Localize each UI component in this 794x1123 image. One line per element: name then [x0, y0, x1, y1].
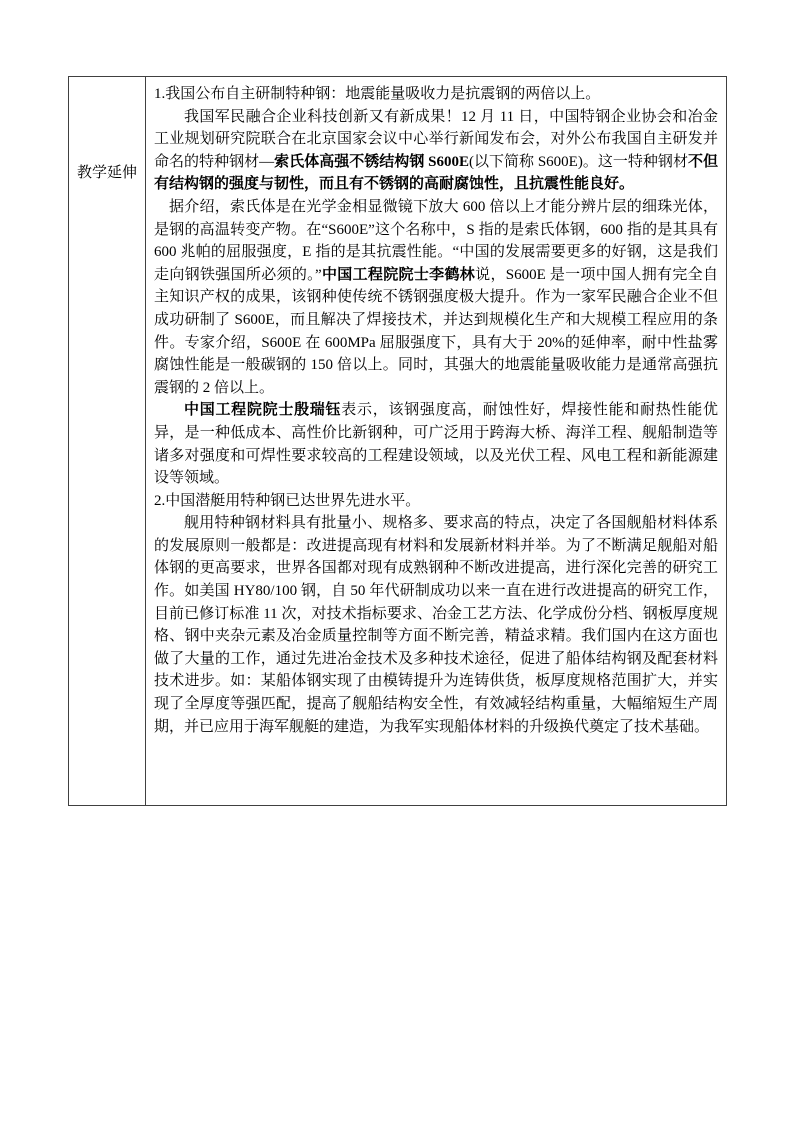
paragraph	[154, 399, 718, 489]
bold-text-run: 中国工程院院士殷瑞钰	[184, 402, 342, 419]
text-run: 据介绍，索氏体是在光学金相显微镜下放大 600 倍以上才能分辨片层的细珠光体，是钢的高温转变产物。在“S600E”这个名称中，S 指的是索氏体钢，600 指的是其具有 600 兆帕的屈服强度，E 指的是其抗震性能。“中国的发展需要更多的好钢，这是我们走向钢铁强国所必须的。”	[154, 198, 718, 283]
paragraph	[154, 490, 718, 513]
text-run: 说，S600E 是一项中国人拥有完全自主知识产权的成果，该钢种使传统不锈钢强度极大提升。作为一家军民融合企业不但成功研制了 S600E，而且解决了焊接技术，并达到规模化生产和大规模工程应用的条件。专家介绍，S600E 在 600MPa 屈服强度下，具有大于 20%的延伸率，耐中性盐雾腐蚀性能是一般碳钢的 150 倍以上。同时，其强大的地震能量吸收能力是通常高强抗震钢的 2 倍以上。	[154, 266, 718, 396]
paragraph	[154, 106, 718, 196]
row-label-cell	[69, 77, 146, 805]
bold-text-run: 索氏体高强不锈结构钢 S600E	[274, 153, 469, 170]
bold-text-run: 中国工程院院士李鹤林	[321, 266, 476, 283]
paragraph	[154, 83, 718, 106]
paragraph-container	[154, 83, 718, 738]
text-run: 表示，该钢强度高，耐蚀性好，焊接性能和耐热性能优异，是一种低成本、高性价比新钢种，可广泛用于跨海大桥、海洋工程、舰船制造等诸多对强度和可焊性要求较高的工程建设领域，以及光伏工程、风电工程和新能源建设等领域。	[154, 402, 718, 487]
text-run: 2.中国潜艇用特种钢已达世界先进水平。	[154, 492, 421, 509]
row-label: 教学延伸	[76, 165, 137, 181]
paragraph	[154, 196, 718, 399]
text-run: (以下简称 S600E)。这一特种钢材	[468, 153, 688, 170]
content-table	[68, 76, 727, 806]
text-run: 1.我国公布自主研制特种钢：地震能量吸收力是抗震钢的两倍以上。	[154, 86, 601, 102]
text-run: 舰用特种钢材料具有批量小、规格多、要求高的特点，决定了各国舰船材料体系的发展原则一般都是：改进提高现有材料和发展新材料并举。为了不断满足舰船对船体钢的更高要求，世界各国都对现有成熟钢种不断改进提高，进行深化完善的研究工作。如美国 HY80/100 钢，自 50 年代研制成功以来一直在进行改进提高的研究工作，目前已修订标准 11 次，对技术指标要求、冶金工艺方法、化学成份分档、钢板厚度规格、钢中夹杂元素及冶金质量控制等方面不断完善，精益求精。我们国内在这方面也做了大量的工作，通过先进冶金技术及多种技术途径，促进了船体结构钢及配套材料技术进步。如：某船体钢实现了由模铸提升为连铸供货，板厚度规格范围扩大，并实现了全厚度等强匹配，提高了舰船结构安全性，有效减轻结构重量，大幅缩短生产周期，并已应用于海军舰艇的建造，为我军实现船体材料的升级换代奠定了技术基础。	[154, 515, 718, 735]
content-cell	[146, 77, 726, 805]
text-run: 我国军民融合企业科技创新又有新成果！12 月 11 日，中国特钢企业协会和冶金工业规划研究院联合在北京国家会议中心举行新闻发布会，对外公布我国自主研发并命名的特种钢材—	[154, 108, 718, 170]
paragraph	[154, 512, 718, 738]
bold-text-run: 不但有结构钢的强度与韧性，而且有不锈钢的高耐腐蚀性，且抗震性能良好。	[154, 153, 718, 193]
